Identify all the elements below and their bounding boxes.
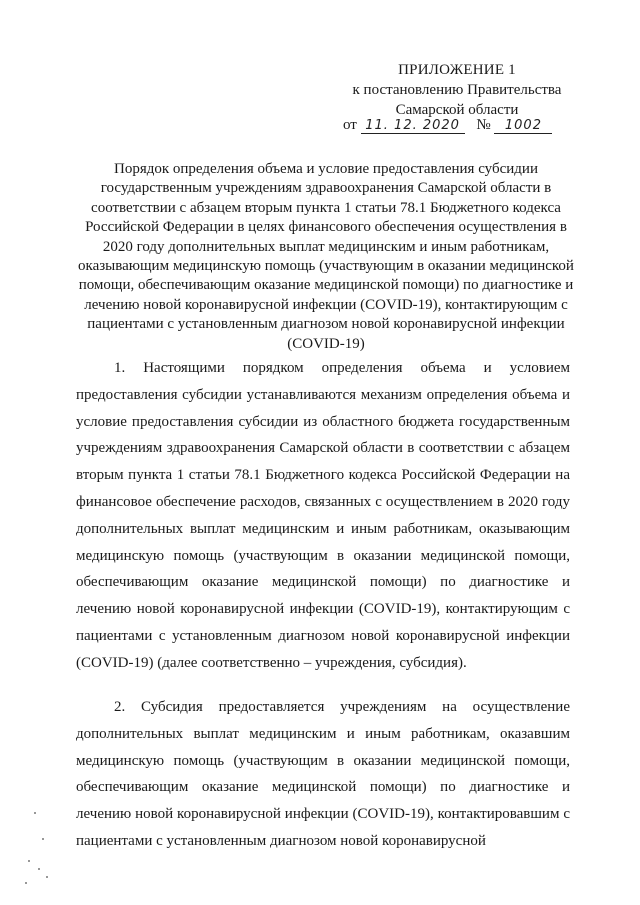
number-prefix: № (476, 117, 491, 133)
date-prefix: от (343, 117, 357, 133)
appendix-title: ПРИЛОЖЕНИЕ 1 (398, 62, 516, 78)
paragraph-2: 2. Субсидия предоставляется учреждениям на осуществление дополнительных выплат медицинским и иным работникам, оказавшим медицинскую помощь (участвующим в оказании медицинской помощи, обеспечивающим оказание медицинской помощи) по диагностике и лечению новой коронавирусной инфекции (COVID-19), контактировавшим с пациентами с установленным диагнозом новой коронавирусной (76, 699, 570, 849)
scan-noise (22, 808, 62, 888)
appendix-header (342, 60, 572, 120)
handwritten-number: 1002 (494, 118, 552, 134)
appendix-date-line (343, 117, 552, 134)
handwritten-date: 11. 12. 2020 (361, 118, 465, 134)
appendix-line-2: Самарской области (395, 102, 519, 118)
document-title: Порядок определения объема и условие предоставления субсидии государственным учреждениям здравоохранения Самарской области в соответствии с абзацем вторым пункта 1 статьи 78.1 Бюджетного кодекса Российской Федерации в целях финансового обеспечения осуществления в 2020 году дополнительных выплат медицинским и иным работникам, оказывающим медицинскую помощь (участвующим в оказании медицинской помощи, обеспечивающим оказание медицинской помощи) по диагностике и лечению новой коронавирусной инфекции (COVID-19), контактирующим с пациентами с установленным диагнозом новой коронавирусной инфекции (COVID-19) (78, 161, 574, 352)
paragraph-1: 1. Настоящими порядком определения объема и условием предоставления субсидии устанавливаются механизм определения объема и условие предоставления субсидии из областного бюджета государственным учреждениям здравоохранения Самарской области в соответствии с абзацем вторым пункта 1 статьи 78.1 Бюджетного кодекса Российской Федерации на финансовое обеспечение расходов, связанных с осуществлением в 2020 году дополнительных выплат медицинским и иным работникам, оказывающим медицинскую помощь (участвующим в оказании медицинской помощи, обеспечивающим оказание медицинской помощи) по диагностике и лечению новой коронавирусной инфекции (COVID-19), контактирующим с пациентами с установленным диагнозом новой коронавирусной инфекции (COVID-19) (далее соответственно – учреждения, субсидия). (76, 360, 570, 671)
appendix-line-1: к постановлению Правительства (352, 82, 562, 98)
